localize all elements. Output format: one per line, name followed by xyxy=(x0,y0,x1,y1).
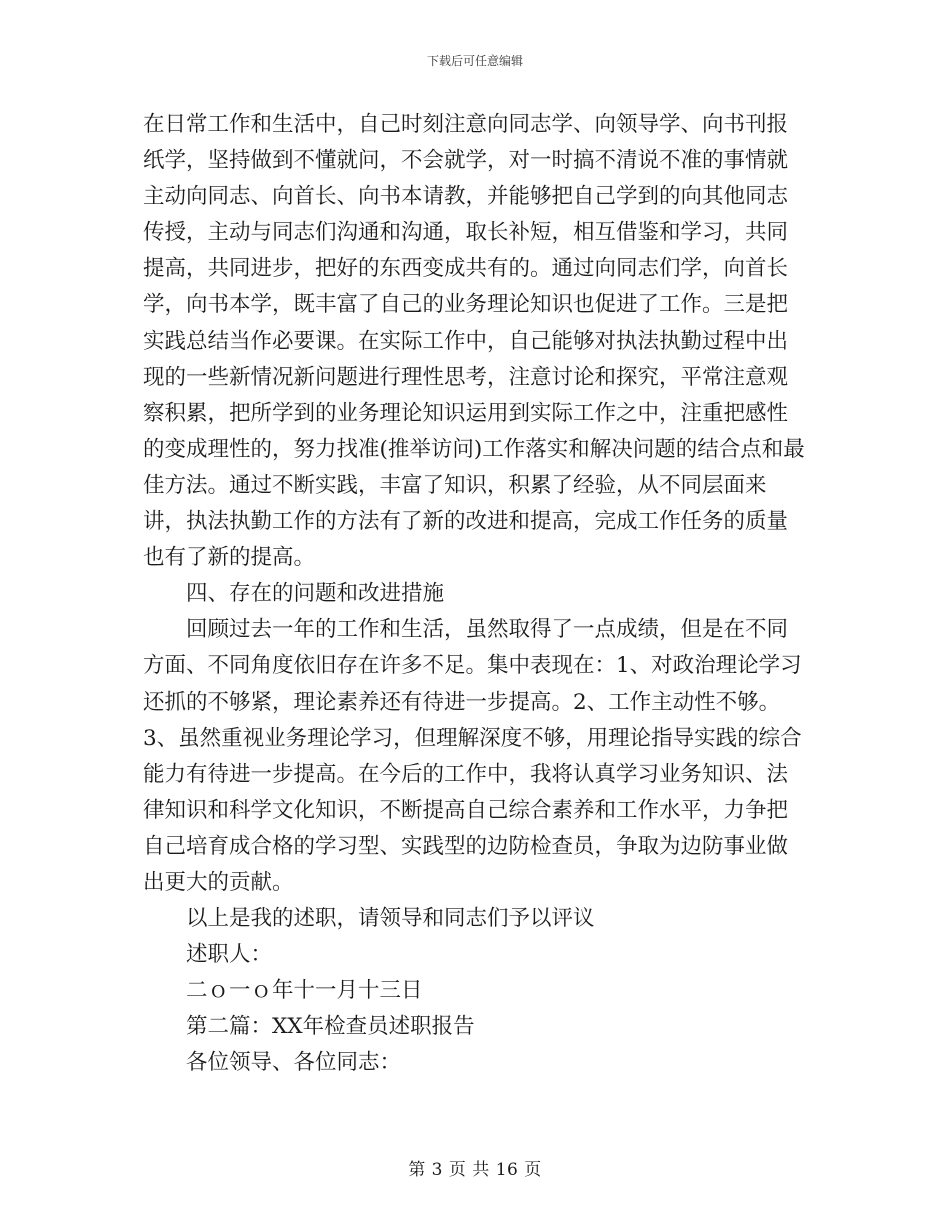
closing-line: 以上是我的述职，请领导和同志们予以评议 xyxy=(186,906,595,932)
paragraph-learning: 在日常工作和生活中，自己时刻注意向同志学、向领导学、向书刊报纸学，坚持做到不懂就问，不会就学，对一时搞不清说不准的事情就主动向同志、向首长、向书本请教，并能够把自己学到的向其他同志传授，主动与同志们沟通和沟通，取长补短，相互借鉴和学习，共同提高，共同进步，把好的东西变成共有的。通过向同志们学，向首长学，向书本学，既丰富了自己的业务理论知识也促进了工作。三是把实践总结当作必要课。在实际工作中，自己能够对执法执勤过程中出现的一些新情况新问题进行理性思考，注意讨论和探究，平常注意观察积累，把所学到的业务理论知识运用到实际工作之中，注重把感性的变成理性的，努力找准(推举访问)工作落实和解决问题的结合点和最佳方法。通过不断实践，丰富了知识，积累了经验，从不同层面来讲，执法执勤工作的方法有了新的改进和提高，完成工作任务的质量也有了新的提高。 xyxy=(143,112,805,571)
section-heading-problems: 四、存在的问题和改进措施 xyxy=(186,581,445,607)
date-line: 二ｏ一ｏ年十一月十三日 xyxy=(186,978,423,1004)
page-header: 下载后可任意编辑 xyxy=(426,54,523,68)
paragraph-problems: 回顾过去一年的工作和生活，虽然取得了一点成绩，但是在不同方面、不同角度依旧存在许多不足。集中表现在：1、对政治理论学习还抓的不够紧，理论素养还有待进一步提高。2、工作主动性不够。3、虽然重视业务理论学习，但理解深度不够，用理论指导实践的综合能力有待进一步提高。在今后的工作中，我将认真学习业务知识、法律知识和科学文化知识，不断提高自己综合素养和工作水平，力争把自己培育成合格的学习型、实践型的边防检查员，争取为边防事业做出更大的贡献。 xyxy=(143,617,802,895)
salutation-line: 各位领导、各位同志： xyxy=(186,1050,402,1076)
signer-line: 述职人： xyxy=(186,942,273,968)
document-body xyxy=(143,107,807,1082)
page-number: 第 3 页 共 16 页 xyxy=(408,1160,542,1180)
next-article-title: 第二篇：XX年检查员述职报告 xyxy=(186,1014,475,1040)
